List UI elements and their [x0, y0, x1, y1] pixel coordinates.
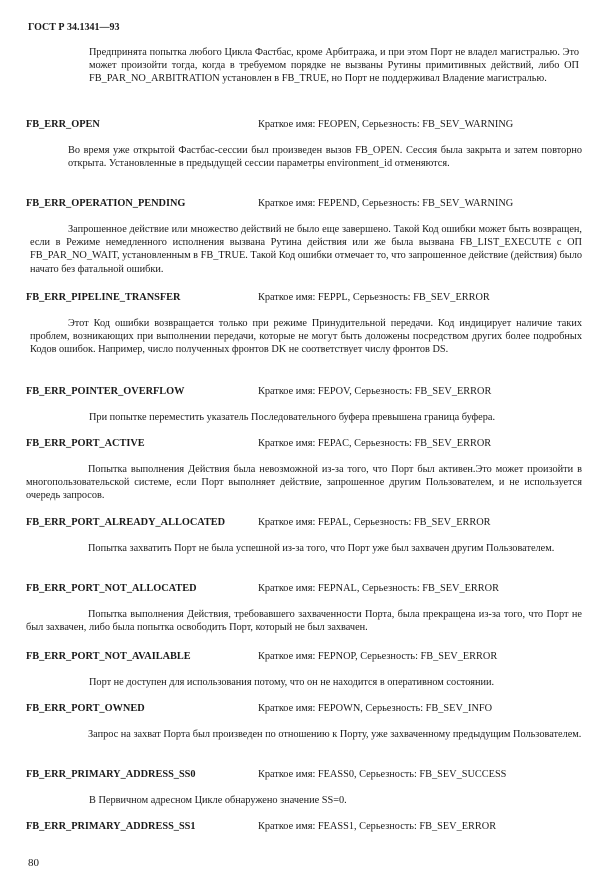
error-info: Краткое имя: FEPOV, Серьезность: FB_SEV_ERROR: [258, 386, 492, 397]
error-code: FB_ERR_PORT_OWNED: [26, 703, 145, 714]
error-entry: [26, 651, 582, 689]
error-entry: [26, 703, 582, 741]
error-info: Краткое имя: FEPPL, Серьезность: FB_SEV_ERROR: [258, 292, 490, 303]
error-code: FB_ERR_POINTER_OVERFLOW: [26, 386, 185, 397]
error-description: Запрос на захват Порта был произведен по отношению к Порту, уже захваченному предыдущим Пользователем.: [88, 729, 582, 740]
error-info: Краткое имя: FEPAC, Серьезность: FB_SEV_ERROR: [258, 438, 492, 449]
error-description: Этот Код ошибки возвращается только при режиме Принудительной передачи. Код индицирует наличие таких проблем, возникающих при выполнении передачи, которые не могут быть доложены посредством других более подробных Кодов ошибок. Например, число полученных фронтов DK не соответствует числу фронтов DS.: [30, 318, 582, 356]
error-description: Запрошенное действие или множество действий не было еще завершено. Такой Код ошибки может быть возвращен, если в Режиме немедленного исполнения вызвана Рутина действия или же была вызвана FB_LIST_EXECUTE с ОП FB_PAR_NO_WAIT, установленным в FB_TRUE. Такой Код ошибки отмечает то, что запрошенное действие (действия) было начато без фатальной ошибки.: [30, 224, 582, 275]
error-description: В Первичном адресном Цикле обнаружено значение SS=0.: [89, 795, 347, 806]
error-description: Попытка выполнения Действия была невозможной из-за того, что Порт был активен.Это может произойти в многопользовательской системе, если Порт выполняет действие, запрошенное другим Пользователем, и не используется очередь запросов.: [26, 464, 582, 502]
error-code: FB_ERR_PIPELINE_TRANSFER: [26, 292, 181, 303]
error-info: Краткое имя: FEPOWN, Серьезность: FB_SEV_INFO: [258, 703, 493, 714]
error-info: Краткое имя: FEPNOP, Серьезность: FB_SEV_ERROR: [258, 651, 498, 662]
error-code: FB_ERR_OPEN: [26, 119, 100, 130]
intro-paragraph: Предпринята попытка любого Цикла Фастбас, кроме Арбитража, и при этом Порт не владел магистралью. Это может произойти тогда, когда в требуемом порядке не вызваны Рутины примитивных действий, либо ОП FB_PAR_NO_ARBITRATION установлен в FB_TRUE, но Порт не поддерживал Владение магистралью.: [89, 47, 579, 85]
error-entry: [26, 198, 582, 276]
error-description: Во время уже открытой Фастбас-сессии был произведен вызов FB_OPEN. Сессия была закрыта и затем повторно открыта. Установленные в предыдущей сессии параметры environment_id отменяются.: [68, 145, 582, 170]
error-code: FB_ERR_OPERATION_PENDING: [26, 198, 186, 209]
error-entry: [26, 583, 582, 634]
error-code: FB_ERR_PORT_ALREADY_ALLOCATED: [26, 517, 226, 528]
error-entry: [26, 438, 582, 503]
error-code: FB_ERR_PRIMARY_ADDRESS_SS0: [26, 769, 196, 780]
error-info: Краткое имя: FEOPEN, Серьезность: FB_SEV_WARNING: [258, 119, 514, 130]
page-number: 80: [28, 857, 39, 869]
error-code: FB_ERR_PRIMARY_ADDRESS_SS1: [26, 821, 196, 832]
error-entry: [26, 292, 582, 357]
error-info: Краткое имя: FEASS1, Серьезность: FB_SEV_ERROR: [258, 821, 497, 832]
error-info: Краткое имя: FEPEND, Серьезность: FB_SEV_WARNING: [258, 198, 514, 209]
error-entry: [26, 386, 582, 424]
error-description: Попытка захватить Порт не была успешной из-за того, что Порт уже был захвачен другим Пользователем.: [88, 543, 555, 554]
error-entry: [26, 821, 582, 835]
error-info: Краткое имя: FEASS0, Серьезность: FB_SEV_SUCCESS: [258, 769, 507, 780]
error-info: Краткое имя: FEPNAL, Серьезность: FB_SEV_ERROR: [258, 583, 499, 594]
error-description: Попытка выполнения Действия, требовавшего захваченности Порта, была прекращена из-за того, что Порт не был захвачен, либо была попытка освободить Порт, который не был захвачен.: [26, 609, 582, 634]
error-info: Краткое имя: FEPAL, Серьезность: FB_SEV_ERROR: [258, 517, 491, 528]
error-entry: [26, 769, 582, 807]
error-description: Порт не доступен для использования потому, что он не находится в оперативном состоянии.: [89, 677, 495, 688]
error-code: FB_ERR_PORT_NOT_ALLOCATED: [26, 583, 197, 594]
error-entry: [26, 119, 582, 170]
error-entry: [26, 517, 582, 555]
error-description: При попытке переместить указатель Последовательного буфера превышена граница буфера.: [89, 412, 496, 423]
error-code: FB_ERR_PORT_NOT_AVAILABLE: [26, 651, 191, 662]
error-code: FB_ERR_PORT_ACTIVE: [26, 438, 145, 449]
document-header: ГОСТ Р 34.1341—93: [28, 22, 120, 33]
